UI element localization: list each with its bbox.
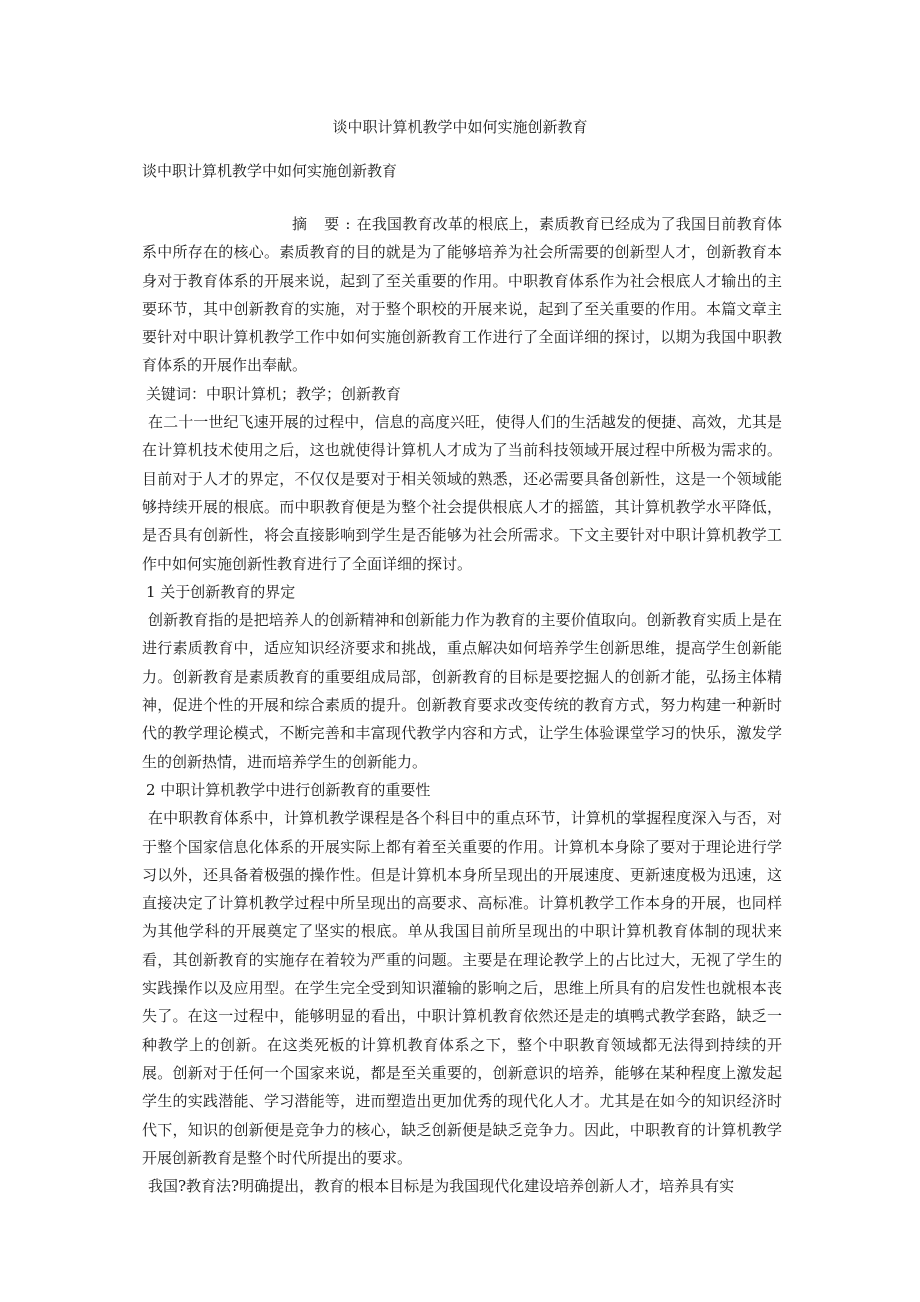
section-1-heading: 1 关于创新教育的界定 bbox=[146, 582, 296, 601]
closing-paragraph: 我国?教育法?明确提出，教育的根本目标是为我国现代化建设培养创新人才，培养具有实 bbox=[148, 1177, 735, 1196]
keywords-line: 关键词：中职计算机；教学；创新教育 bbox=[146, 384, 402, 403]
abstract-text: 在我国教育改革的根底上，素质教育已经成为了我国目前教育体系中所存在的核心。素质教育的目的就是为了能够培养为社会所需要的创新型人才，创新教育本身对于教育体系的开展来说，起到了至关重要的作用。中职教育体系作为社会根底人才输出的主要环节，其中创新教育的实施，对于整个职校的开展来说，起到了至关重要的作用。本篇文章主要针对中职计算机教学工作中如何实施创新教育工作进行了全面详细的探讨，以期为我国中职教育体系的开展作出奉献。 bbox=[142, 215, 782, 375]
document-subtitle: 谈中职计算机教学中如何实施创新教育 bbox=[142, 162, 398, 180]
abstract-label: 摘 要: bbox=[292, 215, 357, 233]
abstract-paragraph bbox=[142, 210, 782, 380]
document-body bbox=[142, 210, 782, 1200]
intro-paragraph: 在二十一世纪飞速开展的过程中，信息的高度兴旺，使得人们的生活越发的便捷、高效，尤其是在计算机技术使用之后，这也就使得计算机人才成为了当前科技领域开展过程中所极为需求的。目前对于人才的界定，不仅仅是要对于相关领域的熟悉，还必需要具备创新性，这是一个领域能够持续开展的根底。而中职教育便是为整个社会提供根底人才的摇篮，其计算机教学水平降低，是否具有创新性，将会直接影响到学生是否能够为社会所需求。下文主要针对中职计算机教学工作中如何实施创新性教育进行了全面详细的探讨。 bbox=[142, 413, 782, 573]
section-2-heading: 2 中职计算机教学中进行创新教育的重要性 bbox=[146, 780, 431, 799]
section-1-paragraph: 创新教育指的是把培养人的创新精神和创新能力作为教育的主要价值取向。创新教育实质上是在进行素质教育中，适应知识经济要求和挑战，重点解决如何培养学生创新思维，提高学生创新能力。创新教育是素质教育的重要组成局部，创新教育的目标是要挖掘人的创新才能，弘扬主体精神，促进个性的开展和综合素质的提升。创新教育要求改变传统的教育方式，努力构建一种新时代的教学理论模式，不断完善和丰富现代教学内容和方式，让学生体验课堂学习的快乐，激发学生的创新热情，进而培养学生的创新能力。 bbox=[142, 611, 782, 771]
document-title: 谈中职计算机教学中如何实施创新教育 bbox=[332, 118, 588, 136]
section-2-paragraph: 在中职教育体系中，计算机教学课程是各个科目中的重点环节，计算机的掌握程度深入与否，对于整个国家信息化体系的开展实际上都有着至关重要的作用。计算机本身除了要对于理论进行学习以外，还具备着极强的操作性。但是计算机本身所呈现出的开展速度、更新速度极为迅速，这直接决定了计算机教学过程中所呈现出的高要求、高标准。计算机教学工作本身的开展，也同样为其他学科的开展奠定了坚实的根底。单从我国目前所呈现出的中职计算机教育体制的现状来看，其创新教育的实施存在着较为严重的问题。主要是在理论教学上的占比过大，无视了学生的实践操作以及应用型。在学生完全受到知识灌输的影响之后，思维上所具有的启发性也就根本丧失了。在这一过程中，能够明显的看出，中职计算机教育依然还是走的填鸭式教学套路，缺乏一种教学上的创新。在这类死板的计算机教育体系之下，整个中职教育领域都无法得到持续的开展。创新对于任何一个国家来说，都是至关重要的，创新意识的培养，能够在某种程度上激发起学生的实践潜能、学习潜能等，进而塑造出更加优秀的现代化人才。尤其是在如今的知识经济时代下，知识的创新便是竞争力的核心，缺乏创新便是缺乏竞争力。因此，中职教育的计算机教学开展创新教育是整个时代所提出的要求。 bbox=[142, 809, 782, 1167]
